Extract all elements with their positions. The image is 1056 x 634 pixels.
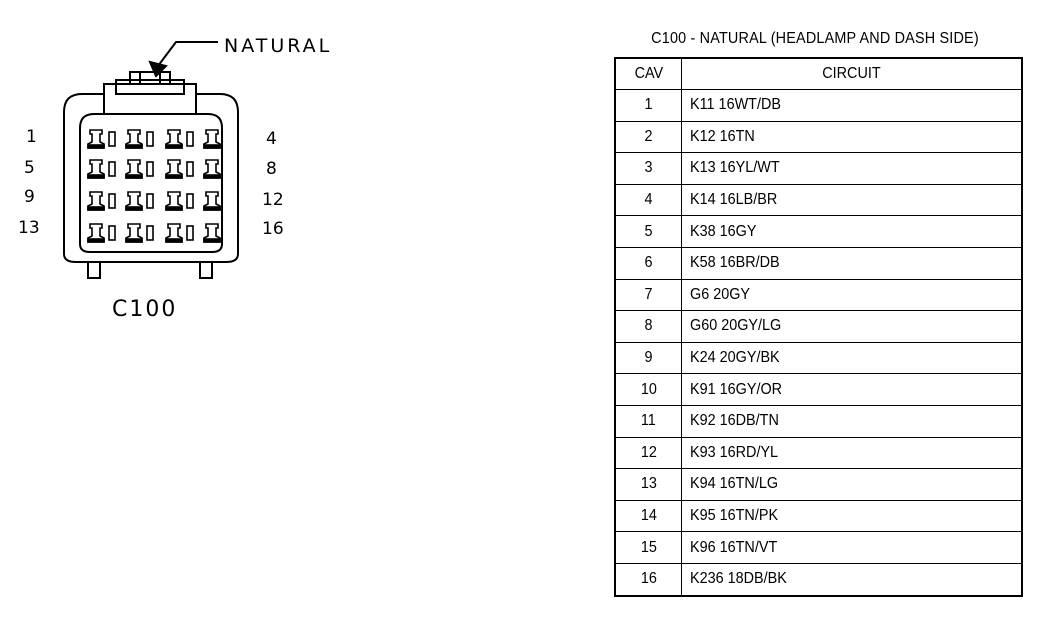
terminal-cavity [126, 192, 142, 210]
circuit-cell: G6 20GY [682, 279, 1023, 311]
circuit-cell: K13 16YL/WT [682, 153, 1023, 185]
circuit-cell: G60 20GY/LG [682, 311, 1023, 343]
circuit-cell: K236 18DB/BK [682, 563, 1023, 595]
circuit-cell: K93 16RD/YL [682, 437, 1023, 469]
table-row [615, 405, 1022, 437]
table-row [615, 247, 1022, 279]
pinout-table [614, 57, 1023, 597]
table-row [615, 153, 1022, 185]
table-row [615, 121, 1022, 153]
table-header-row [615, 58, 1022, 90]
circuit-cell: K14 16LB/BR [682, 184, 1023, 216]
cavity-divider [109, 132, 115, 146]
pinout-body [615, 90, 1022, 596]
cavity-label: 16 [262, 219, 284, 239]
cavity-label: 8 [266, 159, 277, 179]
terminal-cavity [166, 224, 182, 242]
cav-cell: 7 [615, 279, 682, 311]
terminal-cavity [126, 224, 142, 242]
circuit-cell: K12 16TN [682, 121, 1023, 153]
table-row [615, 90, 1022, 122]
circuit-cell: K94 16TN/LG [682, 469, 1023, 501]
table-title-text: C100 - NATURAL (HEADLAMP AND DASH SIDE) [651, 30, 979, 47]
table-row [615, 437, 1022, 469]
terminal-cavity [166, 192, 182, 210]
cavity-grid [88, 130, 220, 242]
cavity-divider [109, 226, 115, 240]
cav-cell: 14 [615, 500, 682, 532]
header-cav: CAV [615, 58, 682, 90]
cav-cell: 12 [615, 437, 682, 469]
table-row [615, 532, 1022, 564]
circuit-cell: K24 20GY/BK [682, 342, 1023, 374]
cavity-label: 1 [26, 127, 37, 147]
terminal-cavity [166, 160, 182, 178]
cavity-divider [147, 162, 153, 176]
cavity-divider [147, 194, 153, 208]
terminal-cavity [88, 224, 104, 242]
circuit-cell: K11 16WT/DB [682, 90, 1023, 122]
cavity-label: 5 [24, 158, 35, 178]
connector-label: C100 [112, 297, 178, 322]
circuit-cell: K92 16DB/TN [682, 405, 1023, 437]
cav-cell: 16 [615, 563, 682, 595]
table-title [634, 30, 996, 48]
cav-cell: 13 [615, 469, 682, 501]
cavity-divider [187, 132, 193, 146]
table-row [615, 279, 1022, 311]
callout-leader [150, 42, 218, 76]
cavity-label: 4 [266, 129, 277, 149]
cavity-label: 9 [24, 187, 35, 207]
cavity-divider [187, 226, 193, 240]
cav-cell: 15 [615, 532, 682, 564]
terminal-cavity [126, 160, 142, 178]
cav-cell: 9 [615, 342, 682, 374]
table-row [615, 374, 1022, 406]
terminal-cavity [204, 224, 220, 242]
circuit-cell: K58 16BR/DB [682, 247, 1023, 279]
table-row [615, 469, 1022, 501]
cav-cell: 3 [615, 153, 682, 185]
cav-cell: 11 [615, 405, 682, 437]
table-row [615, 342, 1022, 374]
cavity-label: 12 [262, 190, 284, 210]
cav-cell: 2 [615, 121, 682, 153]
cav-cell: 8 [615, 311, 682, 343]
cav-cell: 6 [615, 247, 682, 279]
circuit-cell: K38 16GY [682, 216, 1023, 248]
table-row [615, 216, 1022, 248]
table-row [615, 563, 1022, 595]
table-row [615, 311, 1022, 343]
terminal-cavity [88, 130, 104, 148]
cav-cell: 10 [615, 374, 682, 406]
cavity-divider [147, 132, 153, 146]
cavity-label: 13 [18, 218, 40, 238]
circuit-cell: K96 16TN/VT [682, 532, 1023, 564]
terminal-cavity [204, 130, 220, 148]
table-row [615, 500, 1022, 532]
cavity-divider [147, 226, 153, 240]
cavity-divider [187, 162, 193, 176]
terminal-cavity [204, 160, 220, 178]
callout-label: NATURAL [224, 35, 333, 57]
circuit-cell: K91 16GY/OR [682, 374, 1023, 406]
cavity-divider [109, 162, 115, 176]
header-circuit: CIRCUIT [682, 58, 1023, 90]
cavity-divider [187, 194, 193, 208]
terminal-cavity [88, 160, 104, 178]
cavity-divider [109, 194, 115, 208]
table-row [615, 184, 1022, 216]
terminal-cavity [88, 192, 104, 210]
cav-cell: 5 [615, 216, 682, 248]
circuit-cell: K95 16TN/PK [682, 500, 1023, 532]
terminal-cavity [204, 192, 220, 210]
terminal-cavity [126, 130, 142, 148]
terminal-cavity [166, 130, 182, 148]
cav-cell: 4 [615, 184, 682, 216]
cav-cell: 1 [615, 90, 682, 122]
